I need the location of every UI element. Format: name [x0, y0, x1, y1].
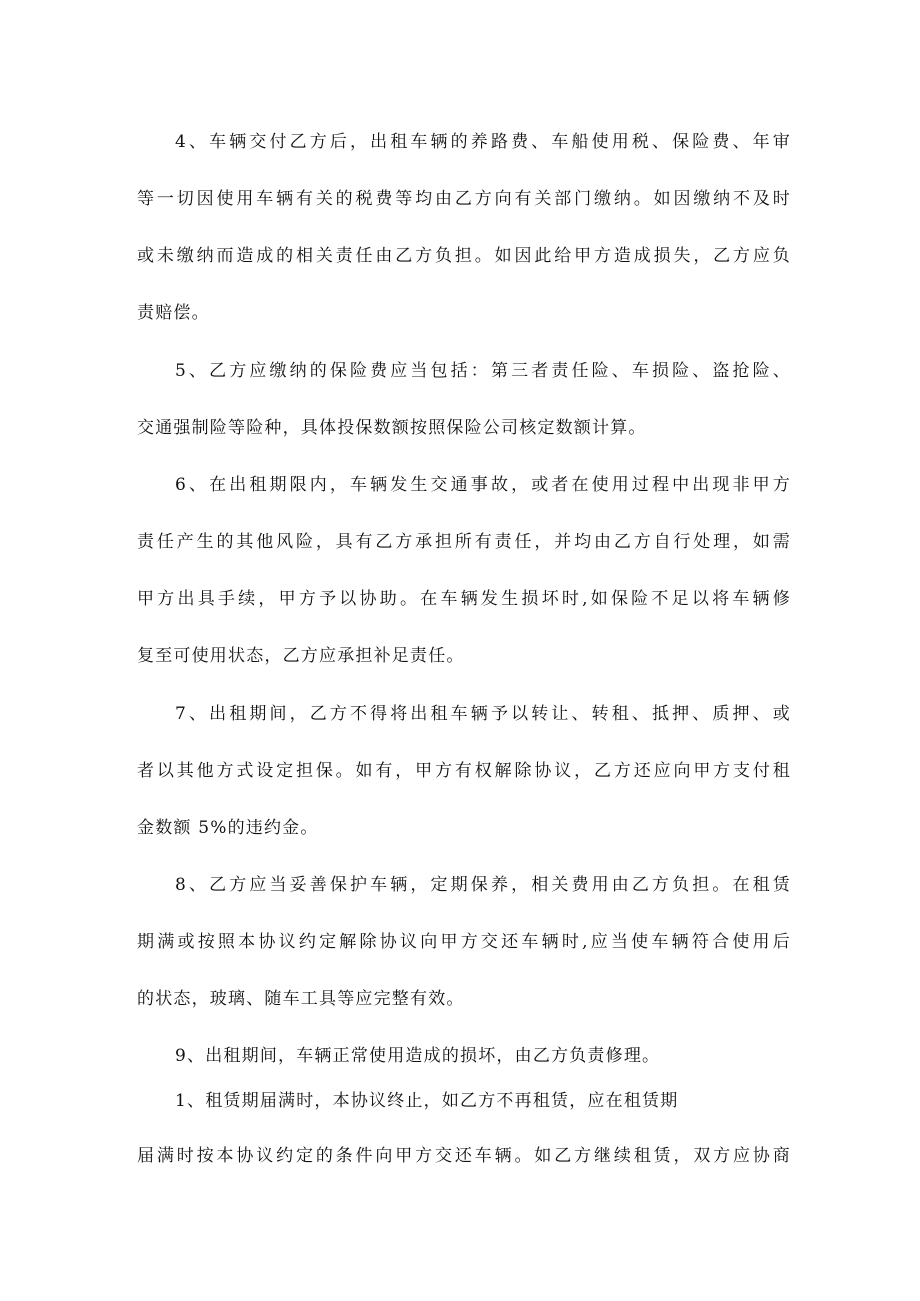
text-line: 1、租赁期届满时，本协议终止，如乙方不再租赁，应在租赁期: [175, 1091, 679, 1111]
text-line: 的状态，玻璃、随车工具等应完整有效。: [137, 989, 465, 1009]
text-line: 9、出租期间，车辆正常使用造成的损坏，由乙方负责修理。: [175, 1046, 661, 1066]
text-line: 者以其他方式设定担保。如有，甲方有权解除协议，乙方还应向甲方支付租: [137, 761, 791, 781]
text-line: 甲方出具手续，甲方予以协助。在车辆发生损坏时,如保险不足以将车辆修: [137, 589, 791, 609]
text-line: 5、乙方应缴纳的保险费应当包括：第三者责任险、车损险、盗抢险、: [175, 361, 791, 381]
paragraph-clause-5: [137, 357, 791, 471]
text-line: 6、在出租期限内，车辆发生交通事故，或者在使用过程中出现非甲方: [175, 475, 791, 495]
text-line: 金数额 5%的违约金。: [137, 818, 319, 838]
text-line: 交通强制险等险种，具体投保数额按照保险公司核定数额计算。: [137, 418, 647, 438]
text-line: 责任产生的其他风险，具有乙方承担所有责任，并均由乙方自行处理，如需: [137, 532, 791, 552]
text-line: 7、出租期间，乙方不得将出租车辆予以转让、转租、抵押、质押、或: [175, 704, 791, 724]
text-line: 责赔偿。: [137, 303, 210, 323]
paragraph-clause-4: [137, 128, 791, 356]
paragraph-clause-7: [137, 700, 791, 871]
text-line: 8、乙方应当妥善保护车辆，定期保养，相关费用由乙方负担。在租赁: [175, 875, 791, 895]
text-line: 或未缴纳而造成的相关责任由乙方负担。如因此给甲方造成损失，乙方应负: [137, 246, 791, 266]
paragraph-term-end: [137, 1087, 791, 1199]
text-line: 4、车辆交付乙方后，出租车辆的养路费、车船使用税、保险费、年审: [175, 132, 791, 152]
text-line: 等一切因使用车辆有关的税费等均由乙方向有关部门缴纳。如因缴纳不及时: [137, 189, 791, 209]
text-line: 复至可使用状态，乙方应承担补足责任。: [137, 646, 465, 666]
paragraph-clause-6: [137, 471, 791, 699]
text-line: 期满或按照本协议约定解除协议向甲方交还车辆时,应当使车辆符合使用后: [137, 932, 791, 952]
paragraph-clause-8: [137, 871, 791, 1042]
text-line: 届满时按本协议约定的条件向甲方交还车辆。如乙方继续租赁，双方应协商: [137, 1146, 791, 1166]
